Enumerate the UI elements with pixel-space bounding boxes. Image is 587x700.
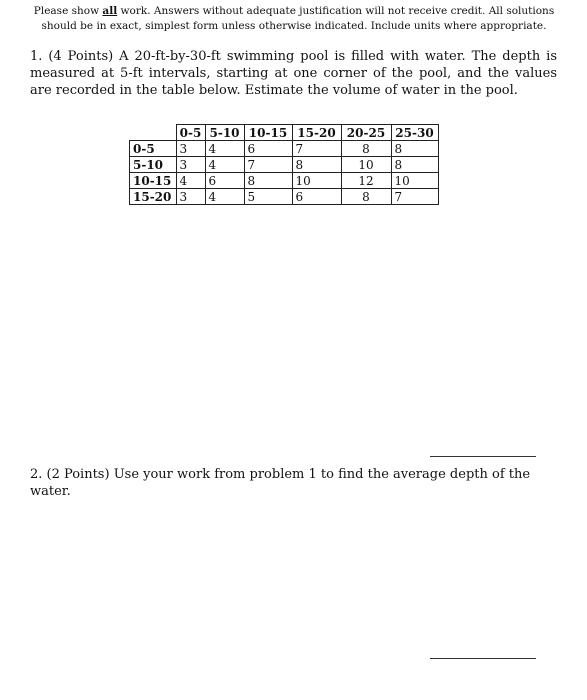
table-cell: 6 [244, 141, 292, 157]
table-cell: 6 [292, 189, 341, 205]
depth-table-header-row [130, 125, 439, 141]
table-cell: 8 [391, 157, 438, 173]
table-cell: 4 [176, 173, 205, 189]
table-cell: 4 [205, 189, 244, 205]
table-cell: 7 [244, 157, 292, 173]
instructions-emphasis: all [102, 5, 118, 17]
table-cell: 7 [292, 141, 341, 157]
row-header: 5-10 [130, 157, 177, 173]
table-cell: 10 [391, 173, 438, 189]
table-cell: 10 [341, 157, 391, 173]
table-cell: 12 [341, 173, 391, 189]
answer-line-1 [430, 456, 536, 457]
problem-1-text: 1. (4 Points) A 20-ft-by-30-ft swimming pool is filled with water. The depth is measured at 5-ft intervals, starting at one corner of the pool, and the values are recorded in the table below. Estimate the volume of water in the pool. [30, 49, 557, 98]
instructions [30, 4, 558, 34]
column-header: 10-15 [244, 125, 292, 141]
table-row [130, 173, 439, 189]
column-header: 25-30 [391, 125, 438, 141]
instructions-suffix: work. Answers without adequate justification will not receive credit. All solutions should be in exact, simplest form unless otherwise indicated. Include units where appropriate. [41, 5, 555, 32]
column-header: 5-10 [205, 125, 244, 141]
table-cell: 8 [391, 141, 438, 157]
problem-2-text: 2. (2 Points) Use your work from problem 1 to find the average depth of the water. [30, 467, 531, 499]
table-row [130, 189, 439, 205]
table-cell: 5 [244, 189, 292, 205]
table-cell: 8 [341, 189, 391, 205]
table-cell: 3 [176, 141, 205, 157]
column-header: 15-20 [292, 125, 341, 141]
instructions-prefix: Please show [33, 5, 103, 17]
depth-table-corner [130, 125, 177, 141]
table-cell: 8 [292, 157, 341, 173]
table-cell: 8 [244, 173, 292, 189]
row-header: 10-15 [130, 173, 177, 189]
table-cell: 4 [205, 141, 244, 157]
column-header: 0-5 [176, 125, 205, 141]
table-cell: 3 [176, 157, 205, 173]
table-cell: 10 [292, 173, 341, 189]
table-cell: 4 [205, 157, 244, 173]
table-cell: 3 [176, 189, 205, 205]
answer-line-2 [430, 658, 536, 659]
table-cell: 8 [341, 141, 391, 157]
row-header: 15-20 [130, 189, 177, 205]
row-header: 0-5 [130, 141, 177, 157]
table-row [130, 157, 439, 173]
column-header: 20-25 [341, 125, 391, 141]
table-cell: 6 [205, 173, 244, 189]
depth-table [129, 124, 439, 205]
table-cell: 7 [391, 189, 438, 205]
table-row [130, 141, 439, 157]
